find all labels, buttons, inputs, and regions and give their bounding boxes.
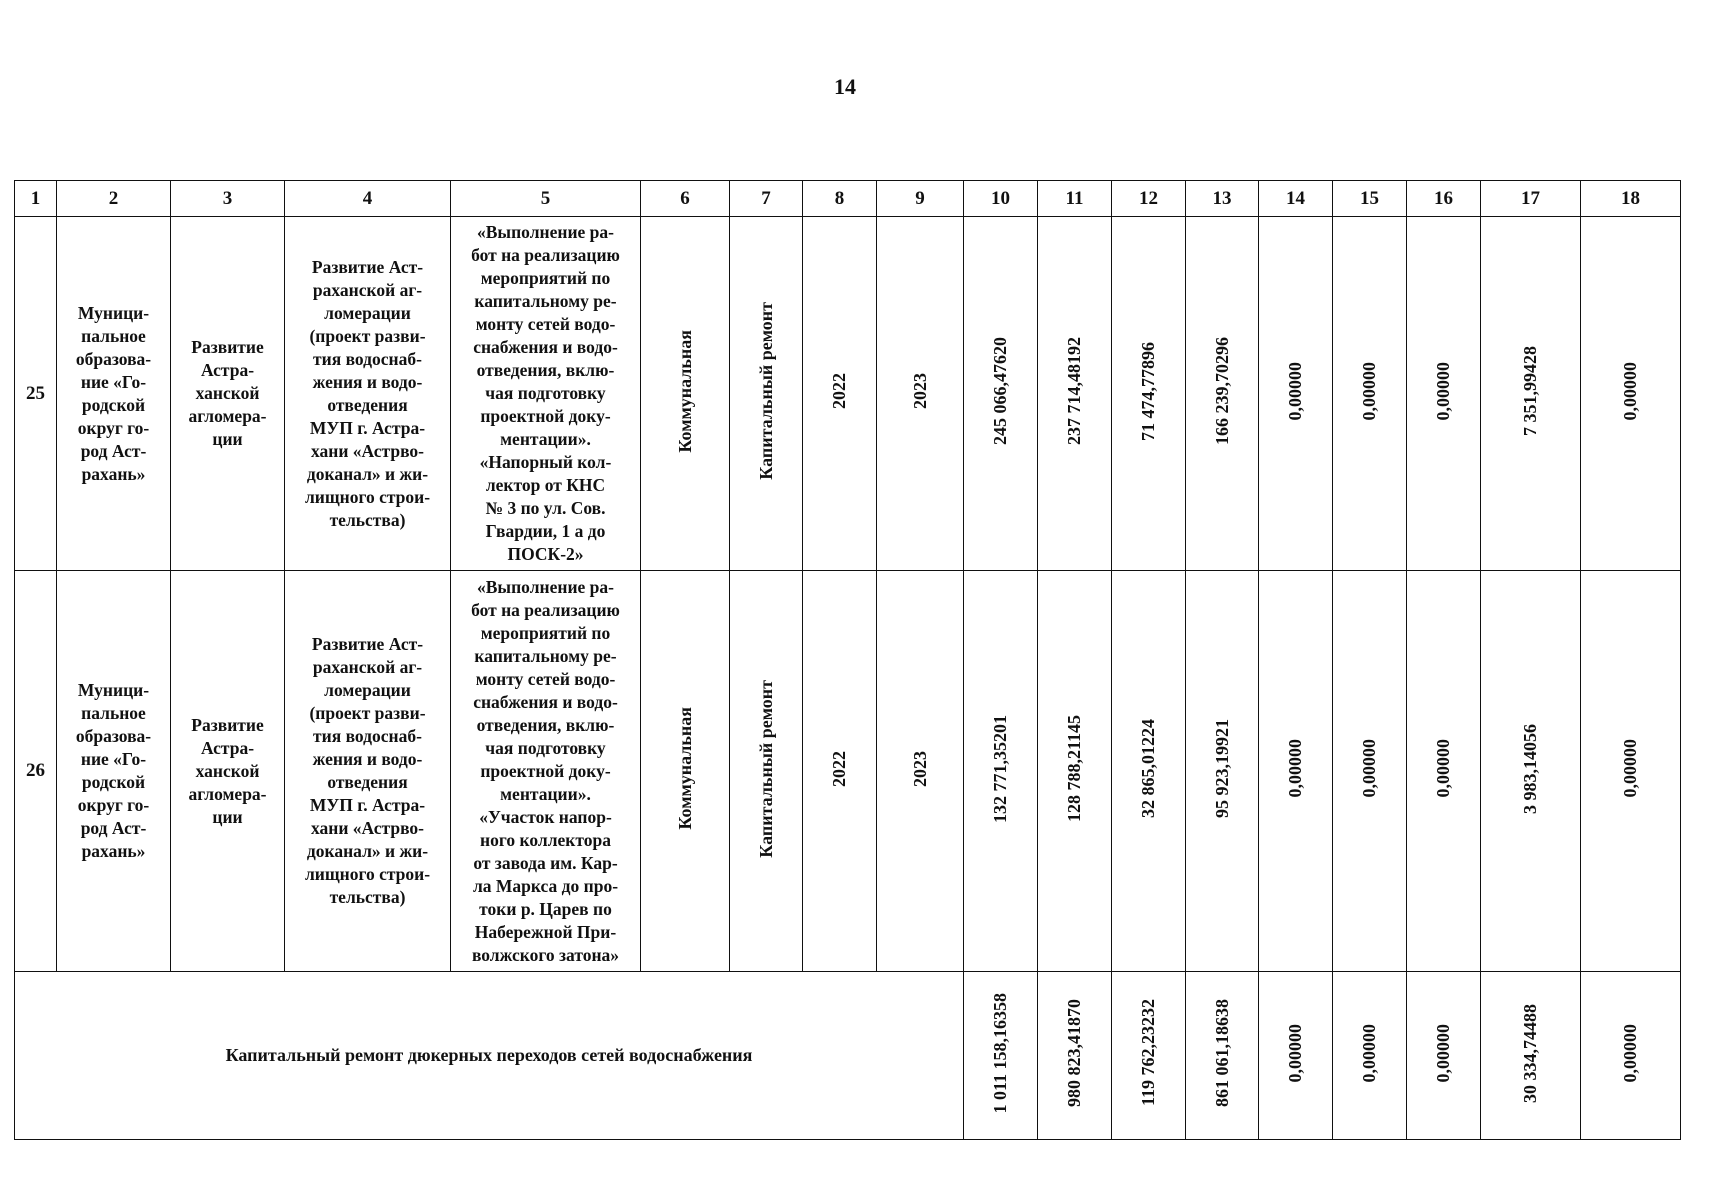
direction-cell: Развитие Астра- ханской агломера- ции xyxy=(171,217,285,571)
value-cell-15 xyxy=(1333,571,1407,972)
total-value: 119 762,23232 xyxy=(1138,999,1158,1107)
value-cell-17 xyxy=(1481,217,1581,571)
value-cell-12 xyxy=(1112,571,1186,972)
total-value: 861 061,18638 xyxy=(1211,999,1232,1107)
column-header: 18 xyxy=(1581,181,1681,217)
event-cell: «Выполнение ра- бот на реализацию мероприятий по капитальному ре- монту сетей водо- снабжения и водо- отведения, вклю- чая подготовку проектной доку- ментации». «Напорный кол- лектор от КНС № 3 по ул. Сов. Гвардии, 1 а до ПОСК-2» xyxy=(451,217,641,571)
direction-cell: Развитие Астра- ханской агломера- ции xyxy=(171,571,285,972)
value-text: 0,00000 xyxy=(1285,739,1305,798)
year-end-text: 2023 xyxy=(909,750,930,787)
capital-repair-table xyxy=(14,180,1681,1140)
column-header: 5 xyxy=(451,181,641,217)
total-row xyxy=(15,972,1681,1140)
table-row xyxy=(15,217,1681,571)
column-header: 7 xyxy=(730,181,803,217)
total-cell-14 xyxy=(1259,972,1333,1140)
value-text: 71 474,77896 xyxy=(1138,341,1158,441)
column-header: 4 xyxy=(285,181,451,217)
value-cell-12 xyxy=(1112,217,1186,571)
total-label: Капитальный ремонт дюкерных переходов сетей водоснабжения xyxy=(15,972,964,1140)
value-cell-13 xyxy=(1186,571,1259,972)
column-header: 3 xyxy=(171,181,285,217)
year-start-text: 2022 xyxy=(829,373,849,409)
value-text: 245 066,47620 xyxy=(990,337,1010,445)
total-cell-12 xyxy=(1112,972,1186,1140)
row-number: 25 xyxy=(15,217,57,571)
value-text: 128 788,21145 xyxy=(1064,714,1084,822)
value-text: 0,00000 xyxy=(1433,739,1453,798)
value-text: 166 239,70296 xyxy=(1211,337,1232,445)
column-header: 1 xyxy=(15,181,57,217)
total-cell-13 xyxy=(1186,972,1259,1140)
value-cell-16 xyxy=(1407,571,1481,972)
total-cell-11 xyxy=(1038,972,1112,1140)
total-cell-18 xyxy=(1581,972,1681,1140)
year-start-cell xyxy=(803,571,877,972)
total-cell-15 xyxy=(1333,972,1407,1140)
value-cell-11 xyxy=(1038,571,1112,972)
total-cell-16 xyxy=(1407,972,1481,1140)
value-text: 0,00000 xyxy=(1433,361,1453,421)
sphere-cell xyxy=(641,571,730,972)
page-number: 14 xyxy=(834,74,856,99)
municipality-cell: Муници- пальное образова- ние «Го- родской округ го- род Аст- рахань» xyxy=(57,571,171,972)
year-end-text: 2023 xyxy=(909,373,930,409)
value-cell-13 xyxy=(1186,217,1259,571)
value-text: 237 714,48192 xyxy=(1064,337,1084,445)
column-header: 2 xyxy=(57,181,171,217)
column-header: 6 xyxy=(641,181,730,217)
year-end-cell xyxy=(877,217,964,571)
sphere-text: Коммунальная xyxy=(674,707,695,830)
total-value: 0,00000 xyxy=(1620,1023,1640,1083)
column-header: 11 xyxy=(1038,181,1112,217)
column-header: 13 xyxy=(1186,181,1259,217)
total-value: 30 334,74488 xyxy=(1520,1003,1540,1103)
value-cell-14 xyxy=(1259,571,1333,972)
value-cell-18 xyxy=(1581,571,1681,972)
column-header: 15 xyxy=(1333,181,1407,217)
table-row xyxy=(15,571,1681,972)
year-start-cell xyxy=(803,217,877,571)
event-cell: «Выполнение ра- бот на реализацию мероприятий по капитальному ре- монту сетей водо- снабжения и водо- отведения, вклю- чая подготовку проектной доку- ментации». «Участок напор- ного коллектора от завода им. Кар- ла Маркса до про- токи р. Царев по Набережной При- волжского затона» xyxy=(451,571,641,972)
value-text: 0,00000 xyxy=(1285,361,1305,421)
column-header: 14 xyxy=(1259,181,1333,217)
work-type-cell xyxy=(730,571,803,972)
value-cell-15 xyxy=(1333,217,1407,571)
column-header: 9 xyxy=(877,181,964,217)
value-text: 3 983,14056 xyxy=(1520,723,1540,814)
value-cell-18 xyxy=(1581,217,1681,571)
work-type-text: Капитальный ремонт xyxy=(755,679,776,858)
total-value: 980 823,41870 xyxy=(1064,999,1084,1107)
total-value: 0,00000 xyxy=(1285,1023,1305,1083)
column-number-header-row xyxy=(15,181,1681,217)
value-text: 0,00000 xyxy=(1359,361,1379,421)
value-cell-14 xyxy=(1259,217,1333,571)
work-type-cell xyxy=(730,217,803,571)
value-cell-10 xyxy=(964,571,1038,972)
value-text: 7 351,99428 xyxy=(1520,346,1540,436)
work-type-text: Капитальный ремонт xyxy=(755,302,776,480)
value-text: 95 923,19921 xyxy=(1211,719,1232,818)
total-cell-10 xyxy=(964,972,1038,1140)
value-text: 132 771,35201 xyxy=(990,714,1010,823)
column-header: 10 xyxy=(964,181,1038,217)
value-cell-17 xyxy=(1481,571,1581,972)
value-text: 32 865,01224 xyxy=(1138,719,1158,818)
total-cell-17 xyxy=(1481,972,1581,1140)
value-text: 0,00000 xyxy=(1620,361,1640,421)
municipality-cell: Муници- пальное образова- ние «Го- родской округ го- род Аст- рахань» xyxy=(57,217,171,571)
value-text: 0,00000 xyxy=(1359,739,1379,798)
year-end-cell xyxy=(877,571,964,972)
sphere-text: Коммунальная xyxy=(674,329,695,453)
column-header: 17 xyxy=(1481,181,1581,217)
sphere-cell xyxy=(641,217,730,571)
total-value: 0,00000 xyxy=(1433,1023,1453,1083)
value-cell-10 xyxy=(964,217,1038,571)
project-cell: Развитие Аст- раханской аг- ломерации (проект разви- тия водоснаб- жения и водо- отведения МУП г. Астра- хани «Астрво- доканал» и жи- лищного строи- тельства) xyxy=(285,571,451,972)
year-start-text: 2022 xyxy=(829,750,849,787)
project-cell: Развитие Аст- раханской аг- ломерации (проект разви- тия водоснаб- жения и водо- отведения МУП г. Астра- хани «Астрво- доканал» и жи- лищного строи- тельства) xyxy=(285,217,451,571)
total-value: 0,00000 xyxy=(1359,1023,1379,1083)
column-header: 8 xyxy=(803,181,877,217)
value-text: 0,00000 xyxy=(1620,739,1640,798)
column-header: 16 xyxy=(1407,181,1481,217)
value-cell-16 xyxy=(1407,217,1481,571)
total-value: 1 011 158,16358 xyxy=(990,992,1010,1114)
column-header: 12 xyxy=(1112,181,1186,217)
row-number: 26 xyxy=(15,571,57,972)
value-cell-11 xyxy=(1038,217,1112,571)
